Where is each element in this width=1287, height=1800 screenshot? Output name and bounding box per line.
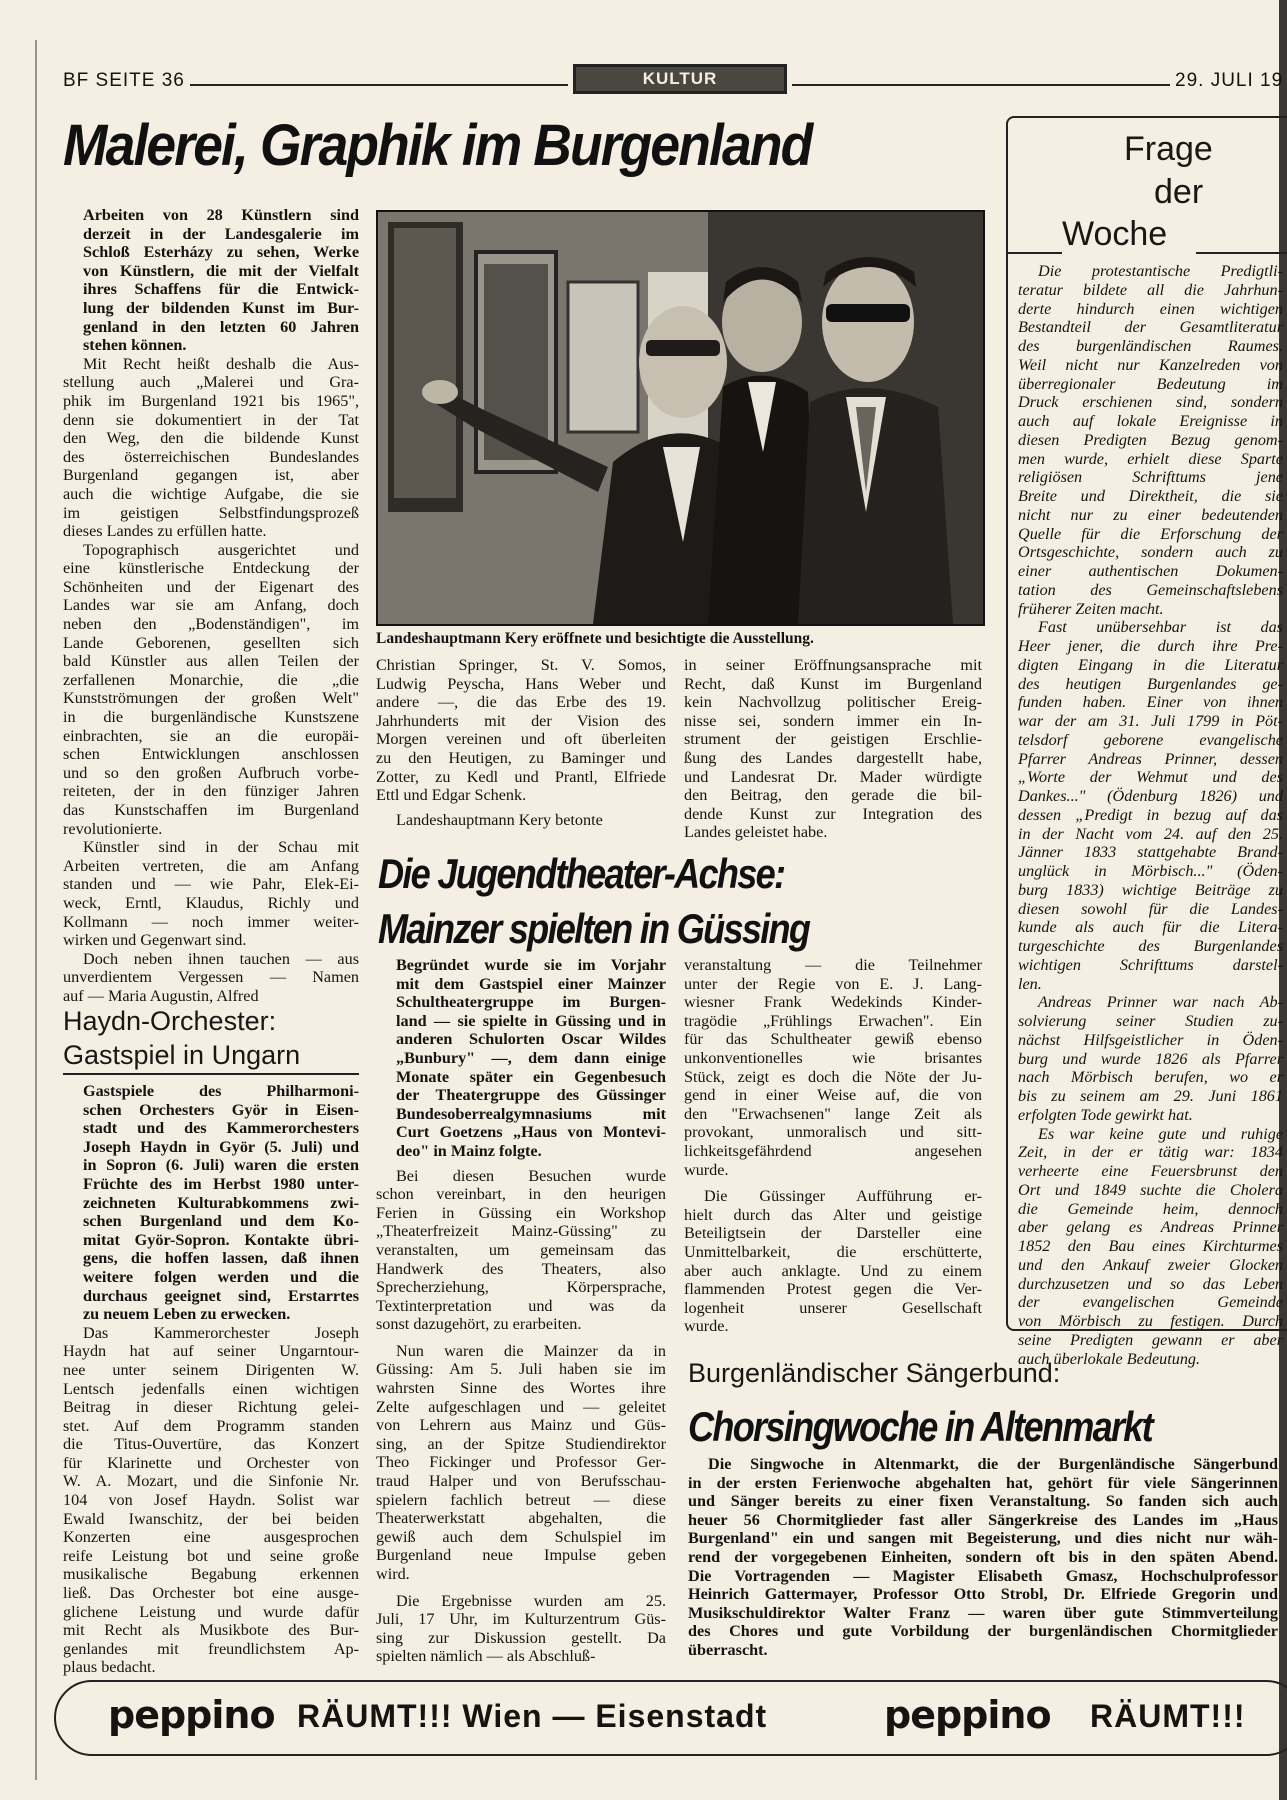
text-line: spielten nämlich — als Abschluß-	[376, 1647, 596, 1666]
text-line: unter der Regie von E. J. Lang-	[684, 974, 982, 993]
text-line: veranstalten, um gemeinsam das	[376, 1240, 666, 1259]
text-line: Musikschuldirektor Walter Franz — waren über gute Stimmverteilung	[688, 1603, 1278, 1622]
text-line: Beteiligtsein der Darsteller eine	[684, 1224, 982, 1243]
text-line: Heinrich Gattermayer, Professor Otto Strobl, Dr. Elfriede Gregorin und	[688, 1585, 1278, 1604]
text-line: strument der geistigen Erschlie-	[684, 730, 982, 749]
page-edge-mark	[35, 40, 37, 1780]
text-line: Ewald Iwanschitz, der bei beiden	[63, 1509, 359, 1528]
text-line: zerfallenen Monarchie, die „die	[63, 670, 359, 689]
haydn-body	[63, 1324, 359, 1677]
text-line: Burgenland" ein und sangen mit Begeisterung, und dies nicht nur wäh-	[688, 1529, 1278, 1548]
text-line: Joseph Haydn in Györ (5. Juli) und	[83, 1137, 359, 1156]
text-line: Quelle für die Erforschung der	[1018, 524, 1283, 543]
text-line: Unmittelbarkeit, die erschütterte,	[684, 1242, 982, 1261]
text-line: nicht nur zu einer bedeutenden	[1018, 505, 1283, 524]
text-line: weck, Erntl, Klaudus, Richly und	[63, 893, 359, 912]
text-line: mit Recht als Musikbote des Bur-	[63, 1621, 359, 1640]
text-line: die Titus-Ouvertüre, das Konzert	[63, 1435, 359, 1454]
text-line: von Lehrern aus Mainz und Güs-	[376, 1416, 666, 1435]
text-line: unverdientem Vergessen — Namen	[63, 968, 359, 987]
text-line: diesen Predigten Bezug genom-	[1018, 430, 1283, 449]
text-line: Die Güssinger Aufführung er-	[704, 1187, 982, 1206]
text-line: turgeschichte des Burgenlandes	[1018, 937, 1283, 955]
text-line: auch die wichtige Aufgabe, die sie	[63, 484, 359, 503]
text-line: Güssing: Am 5. Juli haben sie im	[376, 1360, 666, 1379]
text-line: Bei diesen Besuchen wurde	[396, 1166, 666, 1185]
text-line: und Landesrat Dr. Mader würdigte	[684, 767, 982, 786]
text-line: burg und wurde 1826 als Pfarrer	[1018, 1049, 1283, 1068]
text-line: land — sie spielte in Güssing und in	[396, 1011, 666, 1030]
text-line: rend der vorgegebenen Einheiten, sondern oft bis in den späten Abend.	[688, 1547, 1278, 1566]
text-line: unkonventionelles wie brisantes	[684, 1048, 982, 1067]
text-line: auch überlokale Bedeutung.	[1018, 1349, 1201, 1368]
text-line: wichtigen Schrifttums darstel-	[1018, 955, 1283, 974]
text-line: stellung auch „Malerei und Gra-	[63, 373, 359, 392]
text-line: bald Künstler aus allen Teilen der	[63, 652, 359, 671]
text-line: teratur bildete all die Jahrhun-	[1018, 280, 1283, 299]
theater-headline-line-1: Die Jugendtheater-Achse:	[378, 850, 785, 897]
text-line: dende Kunst zur Integration des	[684, 804, 982, 823]
text-line: Christian Springer, St. V. Somos,	[376, 656, 666, 674]
text-line: Die protestantische Predigtli-	[1038, 262, 1283, 280]
main-article-column	[63, 206, 359, 1006]
text-line: mit dem Gastspiel einer Mainzer	[396, 974, 666, 993]
text-line: lichkeitsgefährdend angesehen	[684, 1141, 982, 1160]
text-line: überregionaler Bedeutung im	[1018, 374, 1283, 393]
text-line: Handwerk des Theaters, also	[376, 1259, 666, 1278]
text-line: digten Eingang in die Literatur	[1018, 655, 1283, 674]
text-line: nächst Hilfsgeistlicher in Öden-	[1018, 1030, 1283, 1049]
text-line: Jänner 1833 stattgehabte Brand-	[1018, 843, 1283, 862]
ad-brand-left: peppino	[108, 1693, 275, 1737]
text-line: des heutigen Burgenlandes ge-	[1018, 674, 1283, 693]
text-line: Bestandteil der Gesamtliteratur	[1018, 318, 1283, 337]
text-line: eine künstlerische Entdeckung der	[63, 559, 359, 578]
text-line: früherer Zeiten macht.	[1018, 599, 1164, 618]
text-line: reiteten, der in den fünziger Jahren	[63, 782, 359, 801]
text-line: hielt durch das Alter und geistige	[684, 1205, 982, 1224]
page-label: BF SEITE 36	[63, 70, 185, 91]
text-line: den Beitrag, den gerade die bil-	[684, 786, 982, 805]
text-line: Topographisch ausgerichtet und	[83, 540, 359, 559]
text-line: verheerte eine Feuersbrunst den	[1018, 1162, 1283, 1180]
text-line: einbrachten, sie an die europäi-	[63, 726, 359, 745]
saenger-text	[688, 1455, 1278, 1660]
text-line: schen Entwicklungen anschlossen	[63, 745, 359, 764]
text-line: stadt und des Kammerorchesters	[83, 1119, 359, 1138]
text-line: Das Kammerorchester Joseph	[83, 1323, 359, 1342]
text-line: den "Erwachsenen" lange Zeit als	[684, 1104, 982, 1123]
text-line: derte hindurch einen wichtigen	[1018, 299, 1283, 318]
text-line: dieses Landes zu erfüllen hatte.	[63, 522, 267, 541]
text-line: Curt Goetzens „Haus von Montevi-	[396, 1123, 666, 1142]
text-line: schen Burgenland und dem Ko-	[83, 1212, 359, 1231]
text-line: Zelte aufgeschlagen und — geleitet	[376, 1397, 666, 1416]
text-line: sonst dazugehört, zu erarbeiten.	[376, 1315, 582, 1334]
text-line: Lentsch jedenfalls einen wichtigen	[63, 1379, 359, 1398]
haydn-headline-line-1: Haydn-Orchester:	[63, 1006, 277, 1036]
text-line: Konzerten eine ausgesprochen	[63, 1528, 359, 1547]
text-line: des Chores und gute Vorbildung der burgenländischen Chormitglieder	[688, 1622, 1278, 1641]
text-line: aber gelang es Andreas Prinner	[1018, 1218, 1283, 1237]
text-line: len.	[1018, 974, 1042, 993]
text-line: Arbeiten vertreten, die am Anfang	[63, 856, 359, 875]
text-line: dessen „Predigt in bezug auf das	[1018, 805, 1283, 824]
text-line: Bundesoberrealgymnasiums mit	[396, 1104, 666, 1123]
text-line: der Theatergruppe des Güssinger	[396, 1086, 666, 1105]
text-line: für Klarinette und Orchester von	[63, 1453, 359, 1472]
text-line: durchzusetzen und so das Leben	[1018, 1274, 1283, 1293]
text-line: Es war keine gute und ruhige	[1038, 1124, 1283, 1143]
text-line: von Künstlern, die mit der Vielfalt	[83, 261, 359, 280]
text-line: von Mörbisch zu festigen. Durch	[1018, 1312, 1283, 1330]
theater-body-1	[376, 1167, 666, 1666]
text-line: gewiß auch dem Schulspiel im	[376, 1527, 666, 1546]
text-line: seine Predigten gewann er aber	[1018, 1330, 1283, 1349]
text-line: wurde.	[684, 1317, 729, 1336]
text-line: Schönheiten und der Eigenart des	[63, 577, 359, 596]
text-line: Weil nicht nur Kanzelreden von	[1018, 355, 1283, 374]
text-line: Die Singwoche in Altenmarkt, die der Burgenländische Sängerbund	[708, 1455, 1278, 1473]
text-line: für das Schultheater gewiß ebenso	[684, 1030, 982, 1049]
text-line: Schultheatergruppe im Burgen-	[396, 993, 666, 1012]
frage-title-line-3: Woche	[1062, 215, 1168, 253]
text-line: Haydn hat auf seiner Ungarntour-	[63, 1342, 359, 1361]
text-line: wirken und Gegenwart sind.	[63, 931, 247, 950]
text-line: 1852 den Bau eines Kirchturmes	[1018, 1237, 1283, 1255]
text-line: Breite und Direktheit, die sie	[1018, 487, 1283, 505]
text-line: W. A. Mozart, und die Sinfonie Nr.	[63, 1472, 359, 1491]
text-line: aber auch anklagte. Und zu einem	[684, 1261, 982, 1280]
saenger-kicker: Burgenländischer Sängerbund:	[688, 1358, 1061, 1388]
text-line: Burgenland gegangen ist, aber	[63, 466, 359, 485]
text-line: Schloß Esterházy zu sehen, Werke	[83, 243, 359, 262]
text-line: derzeit in der Landesgalerie im	[83, 224, 359, 243]
text-line: Landeshauptmann Kery betonte	[396, 810, 603, 829]
text-line: Nun waren die Mainzer da in	[396, 1341, 666, 1360]
text-line: Monate später ein Gegenbesuch	[396, 1067, 666, 1086]
main-article-column-2	[376, 656, 666, 829]
text-line: kein Nachvollzug politischer Ereig-	[684, 693, 982, 712]
section-label-box	[573, 64, 787, 94]
text-line: Andreas Prinner war nach Ab-	[1038, 993, 1283, 1012]
frage-title-rule-right	[1196, 252, 1287, 254]
photo-caption: Landeshauptmann Kery eröffnete und besichtigte die Ausstellung.	[376, 630, 814, 647]
text-line: anderen Schulorten Oscar Wildes	[396, 1030, 666, 1049]
text-line: Begründet wurde sie im Vorjahr	[396, 956, 666, 974]
main-article-lead	[63, 206, 359, 355]
text-line: sing zur Diskussion gestellt. Da	[376, 1628, 666, 1647]
text-line: durchaus geeignet sind, Erstarrtes	[83, 1286, 359, 1305]
exhibition-photo	[376, 210, 985, 626]
text-line: in seiner Eröffnungsansprache mit	[684, 656, 982, 674]
text-line: nee unter seinem Dirigenten W.	[63, 1360, 359, 1379]
text-line: musikalische Begabung erkennen	[63, 1565, 359, 1584]
text-line: nach Mörbisch berufen, wo er	[1018, 1068, 1283, 1087]
text-line: Doch neben ihnen tauchen — aus	[83, 949, 359, 968]
text-line: tation des Gemeinschaftslebens	[1018, 580, 1283, 599]
haydn-headline-line-2: Gastspiel in Ungarn	[63, 1040, 301, 1070]
text-line: des burgenländischen Raumes.	[1018, 337, 1283, 355]
text-line: die Gemeinde heim, dennoch	[1018, 1199, 1283, 1218]
text-line: kunde als auch für die Litera-	[1018, 918, 1283, 937]
section-label: KULTUR	[642, 69, 718, 88]
text-line: bis zu seinem am 29. Juni 1861	[1018, 1087, 1283, 1105]
header-rule-right	[792, 84, 1170, 86]
text-line: wiesner Frank Wedekinds Kinder-	[684, 993, 982, 1012]
frage-title-rule-left	[1006, 252, 1062, 254]
text-line: Landes geleistet habe.	[684, 823, 828, 842]
text-line: Die Ergebnisse wurden am 25.	[396, 1591, 666, 1610]
text-line: und so den großen Aufbruch vorbe-	[63, 763, 359, 782]
header-rule-left	[190, 84, 568, 86]
text-line: des österreichischen Bundeslandes	[63, 447, 359, 466]
text-line: schon vereinbart, in den heurigen	[376, 1185, 666, 1204]
text-line: plaus bedacht.	[63, 1658, 156, 1677]
text-line: Die Vortragenden — Magister Elisabeth Gmasz, Hochschulprofessor	[688, 1566, 1278, 1585]
text-line: Beitrag in dieser Richtung gelei-	[63, 1398, 359, 1417]
text-line: zu neuem Leben zu erwecken.	[83, 1305, 291, 1324]
text-line: heuer 56 Chormitglieder fast aller Sängerkreise des Landes im „Haus	[688, 1510, 1278, 1529]
text-line: veranstaltung — die Teilnehmer	[684, 956, 982, 974]
text-line: tragödie „Frühlings Erwachen". Ein	[684, 1011, 982, 1030]
text-line: funden haben. Einer von ihnen	[1018, 693, 1283, 712]
main-article-column-3	[684, 656, 982, 842]
text-line: flammenden Protest gegen die Ver-	[684, 1280, 982, 1299]
text-line: logenheit unserer Gesellschaft	[684, 1298, 982, 1317]
text-line: Ortsgeschichte, sondern auch zu	[1018, 543, 1283, 562]
text-line: Arbeiten von 28 Künstlern sind	[83, 206, 359, 224]
theater-column-2	[684, 956, 982, 1336]
text-line: andere —, die das Erbe des 19.	[376, 693, 666, 712]
text-line: das Kunstschaffen im Burgenland	[63, 801, 359, 819]
text-line: men wurde, erhielt diese Sparte	[1018, 449, 1283, 468]
issue-date: 29. JULI 19	[1175, 70, 1284, 91]
text-line: ließ. Das Orchester bot eine ausge-	[63, 1584, 359, 1603]
text-line: und Sänger bereits zu einer fixen Veranstaltung. So fanden sich auch	[688, 1492, 1278, 1511]
text-line: Zotter, zu Kedl und Prantl, Elfriede	[376, 767, 666, 786]
text-line: revolutionierte.	[63, 819, 163, 838]
text-line: „Worte der Wehmut und des	[1018, 768, 1283, 787]
text-line: neben den „Bodenständigen", im	[63, 615, 359, 634]
text-line: zu den Heutigen, zu Baminger und	[376, 748, 666, 767]
text-line: genland in den letzten 60 Jahren	[83, 317, 359, 336]
text-line: Dankes..." (Ödenburg 1826) und	[1018, 787, 1283, 805]
text-line: Ludwig Peyscha, Hans Weber und	[376, 674, 666, 693]
theater-lead	[376, 956, 666, 1161]
text-line: wahrsten Sinne des Wortes ihre	[376, 1379, 666, 1398]
text-line: traud Halper und von Berufsschau-	[376, 1472, 666, 1491]
text-line: auch auf lokale Ereignisse in	[1018, 412, 1283, 430]
frage-title-line-1: Frage	[1124, 130, 1213, 168]
text-line: Sprecherziehung, Körpersprache,	[376, 1278, 666, 1297]
text-line: in Sopron (6. Juli) waren die ersten	[83, 1156, 359, 1175]
text-line: Früchte des im Herbst 1980 unter-	[83, 1174, 359, 1193]
text-line: deo" in Mainz folgte.	[396, 1141, 542, 1160]
text-line: mitat Györ-Sopron. Kontakte übri-	[83, 1230, 359, 1249]
text-line: sing, an der Spitze Studiendirektor	[376, 1434, 666, 1453]
theater-headline-line-2: Mainzer spielten in Güssing	[378, 905, 810, 952]
saenger-headline: Chorsingwoche in Altenmarkt	[688, 1403, 1152, 1450]
main-article-body	[63, 355, 359, 1006]
ad-brand-right: peppino	[884, 1693, 1051, 1737]
haydn-article	[63, 1082, 359, 1677]
text-line: Mit Recht heißt deshalb die Aus-	[83, 354, 359, 373]
text-line: stehen können.	[83, 336, 187, 355]
text-line: wird.	[376, 1565, 410, 1583]
text-line: gens, die hoffen lassen, daß ihnen	[83, 1249, 359, 1268]
text-line: Kunstströmungen der großen Welt"	[63, 689, 359, 708]
text-line: Pfarrer Andreas Prinner, dessen	[1018, 749, 1283, 768]
text-line: im geistigen Selbstfindungsprozeß	[63, 503, 359, 522]
frage-text	[1018, 262, 1283, 1368]
text-line: Jahrhunderts mit der Vision des	[376, 711, 666, 730]
haydn-headline-rule	[63, 1073, 359, 1075]
text-line: schen Orchesters Györ in Eisen-	[83, 1100, 359, 1119]
text-line: stet. Auf dem Programm standen	[63, 1416, 359, 1435]
text-line: „Theaterfreizeit Mainz-Güssing" zu	[376, 1222, 666, 1241]
main-headline: Malerei, Graphik im Burgenland	[63, 113, 812, 178]
text-line: Juli, 17 Uhr, im Kulturzentrum Güs-	[376, 1610, 666, 1629]
text-line: nisse sei, sondern immer ein In-	[684, 711, 982, 730]
text-line: war der am 31. Juli 1799 in Pöt-	[1018, 712, 1283, 730]
ad-slogan-end: RÄUMT!!!	[1090, 1698, 1246, 1734]
text-line: 104 von Josef Haydn. Solist war	[63, 1491, 359, 1510]
text-line: erfolgten Tode gewirkt hat.	[1018, 1105, 1193, 1124]
text-line: religiösen Schrifttums jene	[1018, 468, 1283, 487]
text-line: ihres Schaffens für die Entwick-	[83, 280, 359, 299]
text-line: Künstler sind in der Schau mit	[83, 838, 359, 857]
text-line: Textinterpretation und was da	[376, 1296, 666, 1315]
text-line: und den Ankauf zweier Glocken	[1018, 1255, 1283, 1274]
text-line: Recht, daß Kunst im Burgenland	[684, 674, 982, 693]
text-line: Ettl und Edgar Schenk.	[376, 786, 527, 805]
text-line: spielern fachlich betreut — diese	[376, 1490, 666, 1509]
text-line: überrascht.	[688, 1640, 768, 1659]
text-line: diesen sowohl für die Landes-	[1018, 899, 1283, 918]
text-line: genlandes mit freundlichstem Ap-	[63, 1639, 359, 1658]
text-line: Zeit, in der er tätig war: 1834	[1018, 1143, 1283, 1162]
text-line: Lande Geborenen, gesellten sich	[63, 633, 359, 652]
text-line: in die burgenländische Kunstszene	[63, 708, 359, 727]
text-line: Stück, zeigt es doch die Nöte der Ju-	[684, 1067, 982, 1086]
text-line: einer authentischen Dokumen-	[1018, 562, 1283, 580]
text-line: reife Leistung bot und seine große	[63, 1546, 359, 1565]
text-line: „Bunbury" —, dem dann einige	[396, 1048, 666, 1067]
text-line: denn sie dokumentiert in der Tat	[63, 410, 359, 429]
text-line: Fast unübersehbar ist das	[1038, 618, 1283, 637]
text-line: solvierung seiner Studien zu-	[1018, 1012, 1283, 1030]
text-line: Gastspiele des Philharmoni-	[83, 1082, 359, 1100]
text-line: wurde.	[684, 1160, 729, 1179]
text-line: telsdorf geborene evangelische	[1018, 730, 1283, 749]
frage-title-line-2: der	[1154, 173, 1204, 211]
text-line: Ort und 1849 suchte die Cholera	[1018, 1180, 1283, 1199]
text-line: Burgenland neue Impulse geben	[376, 1546, 666, 1565]
text-line: Morgen vereinen und oft überleiten	[376, 730, 666, 749]
text-line: ßung des Landes dargestellt habe,	[684, 748, 982, 767]
text-line: auf — Maria Augustin, Alfred	[63, 986, 259, 1005]
text-line: Landes war sie am Anfang, doch	[63, 596, 359, 615]
ad-slogan-main: RÄUMT!!! Wien — Eisenstadt	[297, 1698, 768, 1734]
text-line: phik im Burgenland 1921 bis 1965",	[63, 391, 359, 410]
text-line: unglück in Mörbisch..." (Öden-	[1018, 862, 1283, 880]
text-line: Ferien in Güssing ein Workshop	[376, 1203, 666, 1222]
text-line: standen und — wie Pahr, Elek-Ei-	[63, 875, 359, 894]
text-line: lung der bildenden Kunst im Bur-	[83, 298, 359, 317]
text-line: Heer jener, die durch ihre Pre-	[1018, 637, 1283, 655]
text-line: gend in einer Weise auf, die von	[684, 1086, 982, 1105]
text-line: Kollmann — noch immer weiter-	[63, 912, 359, 931]
text-line: Theaterwerkstatt abgehalten, die	[376, 1509, 666, 1528]
text-line: zeichneten Kulturabkommens zwi-	[83, 1193, 359, 1212]
text-line: Druck erschienen sind, sondern	[1018, 393, 1283, 412]
text-line: den Weg, den die bildende Kunst	[63, 429, 359, 448]
text-line: burg 1833) wichtige Beiträge zu	[1018, 880, 1283, 899]
haydn-lead	[63, 1082, 359, 1324]
text-line: glichene Leistung und wurde dafür	[63, 1602, 359, 1621]
text-line: weitere folgen werden und die	[83, 1267, 359, 1286]
photo-illustration	[378, 212, 983, 624]
text-line: provokant, unmoralisch und sitt-	[684, 1123, 982, 1142]
text-line: Theo Fickinger und Professor Ger-	[376, 1453, 666, 1472]
text-line: der evangelischen Gemeinde	[1018, 1293, 1283, 1312]
text-line: in der Nacht vom 24. auf den 25.	[1018, 824, 1283, 843]
theater-column-1	[376, 956, 666, 1666]
text-line: in der ersten Ferienwoche abgehalten hat, gehört für viele Sängerinnen	[688, 1473, 1278, 1492]
